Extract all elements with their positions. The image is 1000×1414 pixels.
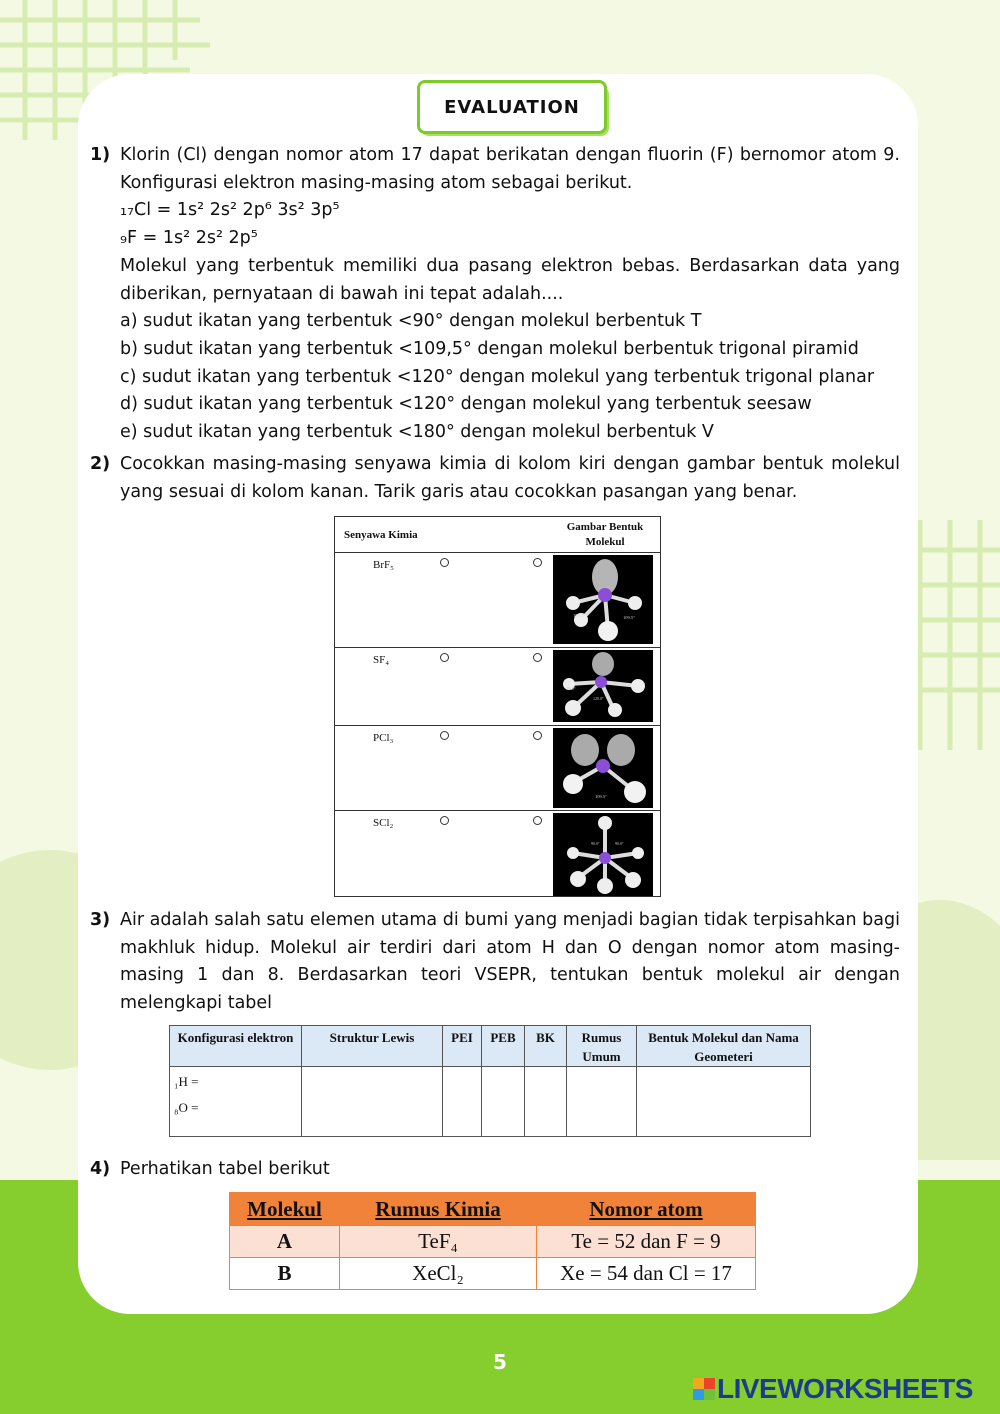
question-2-text: Cocokkan masing-masing senyawa kimia di kolom kiri dengan gambar bentuk molekul yang sesuai di kolom kanan. Tarik garis atau cocokkan pasangan yang benar.: [120, 454, 900, 502]
header-cell: Nomor atom: [537, 1193, 756, 1226]
header-cell: PEI: [443, 1026, 482, 1067]
peb-cell[interactable]: [482, 1067, 525, 1137]
brand-name: LIVEWORKSHEETS: [717, 1373, 973, 1404]
background-grid-decoration-right: [910, 520, 1000, 750]
molecule-image-bent: [553, 728, 653, 808]
right-match-dot[interactable]: [533, 653, 542, 662]
lewis-structure-cell[interactable]: [302, 1067, 443, 1137]
molecule-table-header: [230, 1193, 756, 1226]
left-match-dot[interactable]: [440, 558, 449, 567]
page-number: 5: [493, 1350, 507, 1374]
molecule-table: [229, 1192, 756, 1290]
bk-cell[interactable]: [525, 1067, 567, 1137]
option-a[interactable]: a) sudut ikatan yang terbentuk <90° dengan molekul berbentuk T: [120, 311, 702, 332]
right-match-dot[interactable]: [533, 816, 542, 825]
header-cell: BK: [525, 1026, 567, 1067]
vsepr-table: [169, 1025, 811, 1137]
angle-label: 109.5°: [623, 615, 635, 620]
col-right-header-line2: Molekul: [585, 536, 625, 548]
atomic-numbers: Xe = 54 dan Cl = 17: [537, 1258, 756, 1290]
question-3-text: Air adalah salah satu elemen utama di bumi yang menjadi bagian tidak terpisahkan bagi makhluk hidup. Molekul air terdiri dari atom H dan O dengan nomor atom masing-masing 1 dan 8. Berdasarkan teori VSEPR, tentukan bentuk molekul air dengan melengkapi tabel: [120, 910, 900, 1014]
matching-table: [334, 516, 661, 897]
header-cell: Molekul: [230, 1193, 340, 1226]
pei-cell[interactable]: [443, 1067, 482, 1137]
config-h: ₁H =: [174, 1074, 199, 1089]
angle-label: 109.5°: [573, 613, 585, 618]
question-number: 3): [90, 910, 111, 930]
config-o: ₈O =: [174, 1100, 199, 1115]
left-match-dot[interactable]: [440, 816, 449, 825]
matching-row: [335, 811, 660, 898]
question-4: [90, 1156, 900, 1184]
config-f: ₉F = 1s² 2s² 2p⁵: [120, 228, 258, 249]
question-3: [90, 907, 900, 1018]
right-match-dot[interactable]: [533, 731, 542, 740]
liveworksheets-logo[interactable]: [693, 1373, 973, 1405]
compound-name: BrF₅: [373, 559, 394, 571]
chemical-formula: TeF₄: [340, 1226, 537, 1258]
left-match-dot[interactable]: [440, 653, 449, 662]
chemical-formula: XeCl₂: [340, 1258, 537, 1290]
question-4-text: Perhatikan tabel berikut: [120, 1159, 330, 1179]
page-title: EVALUATION: [417, 80, 607, 134]
option-e[interactable]: e) sudut ikatan yang terbentuk <180° dengan molekul berbentuk V: [120, 422, 714, 443]
molecule-image-seesaw: [553, 650, 653, 722]
header-cell: Konfigurasi elektron: [170, 1026, 302, 1067]
molecular-shape-cell[interactable]: [637, 1067, 811, 1137]
option-d[interactable]: d) sudut ikatan yang terbentuk <120° dengan molekul yang terbentuk seesaw: [120, 394, 812, 415]
header-cell: Bentuk Molekul dan Nama Geometeri: [637, 1026, 811, 1067]
molecule-image-square-pyramidal: [553, 555, 653, 644]
config-cl: ₁₇Cl = 1s² 2s² 2p⁶ 3s² 3p⁵: [120, 200, 340, 221]
col-right-header-line1: Gambar Bentuk: [566, 521, 644, 533]
question-1-statement: Molekul yang terbentuk memiliki dua pasang elektron bebas. Berdasarkan data yang diberikan, pernyataan di bawah ini tepat adalah....: [120, 255, 900, 304]
title-badge: [415, 78, 615, 140]
angle-label: 120.0°: [593, 696, 604, 701]
matching-row: [335, 648, 660, 726]
question-2: [90, 451, 900, 506]
config-cell[interactable]: [170, 1067, 302, 1137]
option-c[interactable]: c) sudut ikatan yang terbentuk <120° dengan molekul yang terbentuk trigonal planar: [120, 366, 875, 387]
compound-name: SF₄: [373, 654, 390, 666]
table-row: [230, 1226, 756, 1258]
atomic-numbers: Te = 52 dan F = 9: [537, 1226, 756, 1258]
matching-row: [335, 553, 660, 648]
header-cell: Rumus Kimia: [340, 1193, 537, 1226]
angle-label: 90.0°: [591, 841, 600, 846]
molecule-label: A: [230, 1226, 340, 1258]
general-formula-cell[interactable]: [567, 1067, 637, 1137]
question-1: [90, 142, 900, 447]
logo-icon: [693, 1378, 715, 1400]
compound-name: SCl₂: [373, 817, 394, 829]
compound-name: PCl₃: [373, 732, 394, 744]
header-cell: Rumus Umum: [567, 1026, 637, 1067]
molecule-image-octahedral: [553, 813, 653, 896]
question-number: 1): [90, 145, 111, 165]
table-row: [230, 1258, 756, 1290]
header-cell: PEB: [482, 1026, 525, 1067]
angle-label: 90.0°: [615, 841, 624, 846]
right-match-dot[interactable]: [533, 558, 542, 567]
header-cell: Struktur Lewis: [302, 1026, 443, 1067]
angle-label: 90.0°: [567, 686, 576, 691]
col-right-header: [555, 520, 655, 550]
matching-row: [335, 726, 660, 811]
vsepr-table-row: [170, 1067, 811, 1137]
question-number: 2): [90, 454, 111, 474]
question-number: 4): [90, 1159, 111, 1179]
question-1-intro: Klorin (Cl) dengan nomor atom 17 dapat berikatan dengan fluorin (F) bernomor atom 9. Konfigurasi elektron masing-masing atom sebagai berikut.: [120, 145, 900, 193]
molecule-label: B: [230, 1258, 340, 1290]
col-left-header: Senyawa Kimia: [344, 529, 418, 541]
left-match-dot[interactable]: [440, 731, 449, 740]
angle-label: 109.5°: [595, 794, 607, 799]
option-b[interactable]: b) sudut ikatan yang terbentuk <109,5° dengan molekul berbentuk trigonal piramid: [120, 338, 859, 359]
vsepr-table-header: [170, 1026, 811, 1067]
matching-table-header: [335, 517, 660, 553]
